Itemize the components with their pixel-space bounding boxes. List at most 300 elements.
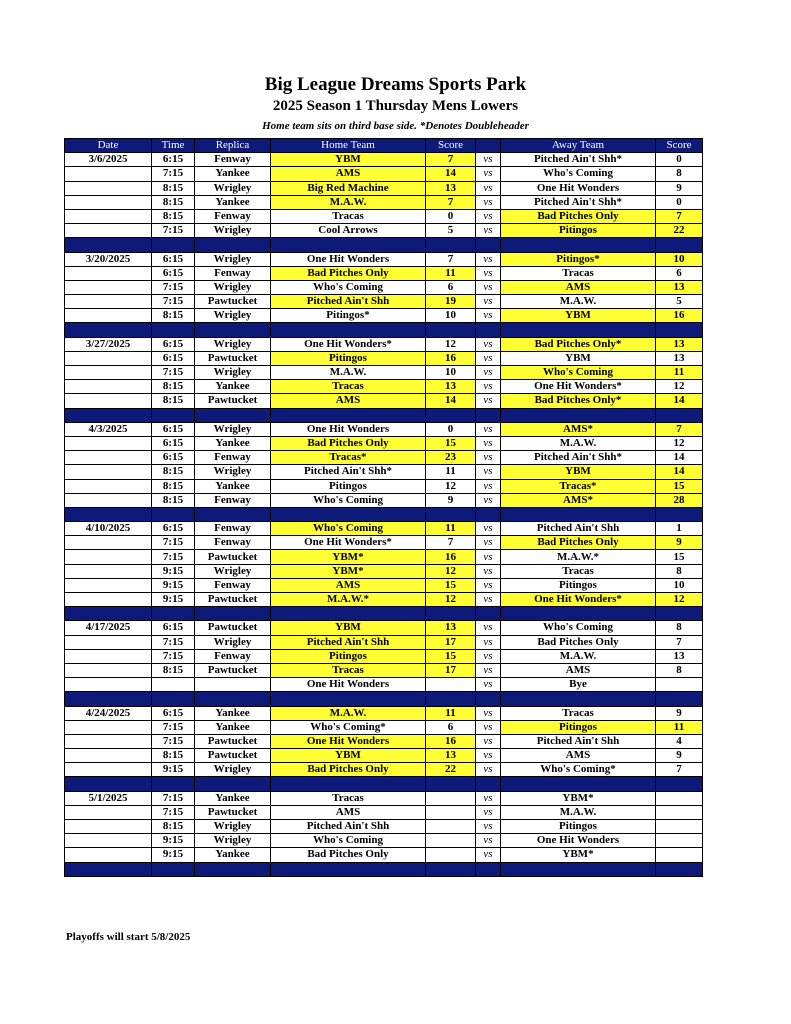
game-date: 4/3/2025: [65, 422, 152, 436]
game-time: 7:15: [152, 280, 195, 294]
away-score: 0: [656, 153, 703, 167]
separator-cell: [65, 607, 152, 621]
away-score: 5: [656, 295, 703, 309]
home-team: Tracas*: [271, 451, 426, 465]
away-team: Who's Coming: [501, 167, 656, 181]
vs-label: vs: [476, 791, 501, 805]
game-date-empty: [65, 209, 152, 223]
game-date-empty: [65, 550, 152, 564]
home-score: 13: [426, 749, 476, 763]
separator-cell: [476, 862, 501, 876]
separator-cell: [65, 507, 152, 521]
home-score: 11: [426, 465, 476, 479]
game-time: 9:15: [152, 834, 195, 848]
home-score: 13: [426, 380, 476, 394]
game-time: 8:15: [152, 493, 195, 507]
away-team: YBM: [501, 465, 656, 479]
game-date-empty: [65, 224, 152, 238]
game-date: 5/1/2025: [65, 791, 152, 805]
separator-cell: [152, 607, 195, 621]
home-team: Pitingos: [271, 351, 426, 365]
game-row: [65, 209, 703, 223]
home-score: 0: [426, 422, 476, 436]
home-team: Pitched Ain't Shh: [271, 295, 426, 309]
away-team: AMS: [501, 663, 656, 677]
separator-cell: [476, 323, 501, 337]
away-score: 8: [656, 663, 703, 677]
away-score: [656, 678, 703, 692]
away-team: One Hit Wonders: [501, 181, 656, 195]
game-field: Wrigley: [195, 224, 271, 238]
away-team: Bye: [501, 678, 656, 692]
game-row: [65, 550, 703, 564]
away-team: YBM*: [501, 791, 656, 805]
game-field: Fenway: [195, 153, 271, 167]
home-score: 6: [426, 720, 476, 734]
vs-label: vs: [476, 422, 501, 436]
game-time: 8:15: [152, 380, 195, 394]
separator-cell: [426, 862, 476, 876]
home-score: 10: [426, 309, 476, 323]
game-row: [65, 706, 703, 720]
separator-cell: [656, 862, 703, 876]
away-team: Pitched Ain't Shh: [501, 734, 656, 748]
separator-cell: [426, 238, 476, 252]
away-team: AMS*: [501, 422, 656, 436]
home-team: Who's Coming: [271, 280, 426, 294]
game-row: [65, 366, 703, 380]
vs-label: vs: [476, 209, 501, 223]
vs-label: vs: [476, 635, 501, 649]
home-score: 17: [426, 663, 476, 677]
game-date-empty: [65, 451, 152, 465]
vs-label: vs: [476, 451, 501, 465]
away-score: 11: [656, 366, 703, 380]
game-field: Fenway: [195, 266, 271, 280]
header-time: Time: [152, 139, 195, 153]
game-time: 7:15: [152, 649, 195, 663]
home-score: 5: [426, 224, 476, 238]
game-row: [65, 181, 703, 195]
game-date: 4/17/2025: [65, 621, 152, 635]
vs-label: vs: [476, 167, 501, 181]
away-team: Pitingos*: [501, 252, 656, 266]
game-time: 6:15: [152, 351, 195, 365]
game-row: [65, 749, 703, 763]
vs-label: vs: [476, 309, 501, 323]
away-team: Tracas: [501, 564, 656, 578]
away-score: 9: [656, 749, 703, 763]
game-row: [65, 720, 703, 734]
game-field: Wrigley: [195, 465, 271, 479]
separator-cell: [152, 323, 195, 337]
home-team: Pitingos: [271, 649, 426, 663]
home-team: Pitingos: [271, 479, 426, 493]
game-row: [65, 663, 703, 677]
away-score: 12: [656, 380, 703, 394]
game-time: 8:15: [152, 209, 195, 223]
vs-label: vs: [476, 550, 501, 564]
game-time: 9:15: [152, 848, 195, 862]
game-time: 7:15: [152, 536, 195, 550]
vs-label: vs: [476, 224, 501, 238]
vs-label: vs: [476, 436, 501, 450]
away-team: One Hit Wonders*: [501, 380, 656, 394]
vs-label: vs: [476, 820, 501, 834]
home-score: 11: [426, 266, 476, 280]
away-team: Bad Pitches Only*: [501, 394, 656, 408]
game-date-empty: [65, 834, 152, 848]
game-field: Pawtucket: [195, 734, 271, 748]
game-date-empty: [65, 195, 152, 209]
game-time: 8:15: [152, 663, 195, 677]
separator-cell: [501, 323, 656, 337]
vs-label: vs: [476, 734, 501, 748]
header-vs: [476, 139, 501, 153]
away-score: 9: [656, 706, 703, 720]
week-separator: [65, 507, 703, 521]
game-row: [65, 380, 703, 394]
vs-label: vs: [476, 663, 501, 677]
game-time: 8:15: [152, 394, 195, 408]
away-score: 12: [656, 436, 703, 450]
away-score: [656, 848, 703, 862]
separator-cell: [152, 408, 195, 422]
away-team: One Hit Wonders: [501, 834, 656, 848]
home-team: One Hit Wonders: [271, 422, 426, 436]
game-row: [65, 337, 703, 351]
game-date-empty: [65, 309, 152, 323]
separator-cell: [271, 408, 426, 422]
game-date-empty: [65, 181, 152, 195]
separator-cell: [271, 607, 426, 621]
week-separator: [65, 408, 703, 422]
separator-cell: [476, 507, 501, 521]
away-team: Who's Coming: [501, 366, 656, 380]
game-date-empty: [65, 663, 152, 677]
game-field: Yankee: [195, 706, 271, 720]
game-time: 7:15: [152, 720, 195, 734]
game-time: 6:15: [152, 252, 195, 266]
game-field: Yankee: [195, 848, 271, 862]
home-team: AMS: [271, 394, 426, 408]
vs-label: vs: [476, 351, 501, 365]
game-date-empty: [65, 295, 152, 309]
separator-cell: [426, 507, 476, 521]
home-score: 11: [426, 522, 476, 536]
page-title: Big League Dreams Sports Park: [264, 74, 527, 95]
away-score: 13: [656, 351, 703, 365]
separator-cell: [501, 607, 656, 621]
game-date-empty: [65, 635, 152, 649]
game-time: 8:15: [152, 820, 195, 834]
home-team: M.A.W.: [271, 706, 426, 720]
separator-cell: [195, 323, 271, 337]
home-score: [426, 848, 476, 862]
game-field: Wrigley: [195, 834, 271, 848]
home-team: YBM: [271, 749, 426, 763]
game-field: Yankee: [195, 195, 271, 209]
game-row: [65, 805, 703, 819]
home-team: Pitingos*: [271, 309, 426, 323]
home-score: 16: [426, 550, 476, 564]
game-row: [65, 593, 703, 607]
game-field: Fenway: [195, 209, 271, 223]
game-field: Pawtucket: [195, 593, 271, 607]
game-row: [65, 295, 703, 309]
game-time: 9:15: [152, 564, 195, 578]
game-row: [65, 564, 703, 578]
separator-cell: [195, 692, 271, 706]
separator-cell: [501, 238, 656, 252]
away-team: Tracas: [501, 706, 656, 720]
away-score: 14: [656, 465, 703, 479]
away-team: Pitingos: [501, 820, 656, 834]
vs-label: vs: [476, 465, 501, 479]
away-score: [656, 820, 703, 834]
vs-label: vs: [476, 805, 501, 819]
game-field: Pawtucket: [195, 351, 271, 365]
away-team: Bad Pitches Only: [501, 635, 656, 649]
game-row: [65, 436, 703, 450]
separator-cell: [152, 692, 195, 706]
home-team: Cool Arrows: [271, 224, 426, 238]
home-team: Pitched Ain't Shh: [271, 820, 426, 834]
header-home-score: Score: [426, 139, 476, 153]
away-team: M.A.W.: [501, 649, 656, 663]
separator-cell: [195, 507, 271, 521]
away-score: 9: [656, 536, 703, 550]
vs-label: vs: [476, 522, 501, 536]
home-score: [426, 678, 476, 692]
schedule-body: [65, 153, 703, 877]
game-row: [65, 451, 703, 465]
away-team: M.A.W.: [501, 436, 656, 450]
game-date-empty: [65, 564, 152, 578]
away-score: 11: [656, 720, 703, 734]
home-score: [426, 820, 476, 834]
home-team: YBM*: [271, 550, 426, 564]
separator-cell: [501, 777, 656, 791]
away-team: AMS: [501, 280, 656, 294]
away-team: Tracas*: [501, 479, 656, 493]
separator-cell: [656, 692, 703, 706]
away-score: 22: [656, 224, 703, 238]
game-time: 7:15: [152, 635, 195, 649]
separator-cell: [476, 777, 501, 791]
away-team: YBM: [501, 309, 656, 323]
vs-label: vs: [476, 252, 501, 266]
vs-label: vs: [476, 593, 501, 607]
home-team: Tracas: [271, 791, 426, 805]
game-time: 7:15: [152, 167, 195, 181]
home-score: 0: [426, 209, 476, 223]
vs-label: vs: [476, 649, 501, 663]
vs-label: vs: [476, 366, 501, 380]
home-team: Who's Coming: [271, 493, 426, 507]
home-team: Who's Coming: [271, 834, 426, 848]
away-score: 7: [656, 635, 703, 649]
home-score: 15: [426, 578, 476, 592]
home-team: Who's Coming*: [271, 720, 426, 734]
away-team: M.A.W.: [501, 805, 656, 819]
away-score: 8: [656, 564, 703, 578]
away-score: 12: [656, 593, 703, 607]
separator-cell: [65, 238, 152, 252]
game-field: Fenway: [195, 649, 271, 663]
home-score: 7: [426, 252, 476, 266]
game-row: [65, 635, 703, 649]
home-team: Who's Coming: [271, 522, 426, 536]
home-score: 22: [426, 763, 476, 777]
footer-note: Playoffs will start 5/8/2025: [66, 931, 191, 943]
game-time: 8:15: [152, 479, 195, 493]
home-score: 15: [426, 649, 476, 663]
game-date-empty: [65, 366, 152, 380]
away-score: [656, 805, 703, 819]
game-row: [65, 266, 703, 280]
separator-cell: [195, 408, 271, 422]
game-field: Yankee: [195, 791, 271, 805]
home-team: Pitched Ain't Shh: [271, 635, 426, 649]
home-score: 9: [426, 493, 476, 507]
vs-label: vs: [476, 380, 501, 394]
home-score: 13: [426, 621, 476, 635]
away-score: 8: [656, 167, 703, 181]
game-time: 6:15: [152, 706, 195, 720]
game-field: Pawtucket: [195, 621, 271, 635]
game-date-empty: [65, 578, 152, 592]
away-team: Pitched Ain't Shh*: [501, 451, 656, 465]
game-time: 6:15: [152, 436, 195, 450]
separator-cell: [195, 862, 271, 876]
game-field: Wrigley: [195, 280, 271, 294]
separator-cell: [271, 777, 426, 791]
page-subtitle: 2025 Season 1 Thursday Mens Lowers: [272, 98, 519, 114]
header-replica: Replica: [195, 139, 271, 153]
vs-label: vs: [476, 621, 501, 635]
separator-cell: [501, 408, 656, 422]
game-field: Yankee: [195, 380, 271, 394]
home-score: 15: [426, 436, 476, 450]
away-score: 15: [656, 479, 703, 493]
game-row: [65, 834, 703, 848]
game-date-empty: [65, 649, 152, 663]
home-team: Tracas: [271, 209, 426, 223]
home-team: One Hit Wonders*: [271, 337, 426, 351]
game-date-empty: [65, 380, 152, 394]
game-field: Fenway: [195, 451, 271, 465]
away-team: Bad Pitches Only: [501, 209, 656, 223]
game-row: [65, 153, 703, 167]
home-score: 16: [426, 351, 476, 365]
vs-label: vs: [476, 763, 501, 777]
separator-cell: [65, 777, 152, 791]
separator-cell: [476, 607, 501, 621]
home-team: M.A.W.: [271, 195, 426, 209]
separator-cell: [271, 862, 426, 876]
home-score: 10: [426, 366, 476, 380]
game-row: [65, 252, 703, 266]
game-date-empty: [65, 678, 152, 692]
game-row: [65, 422, 703, 436]
separator-cell: [656, 607, 703, 621]
home-score: 12: [426, 337, 476, 351]
away-score: 28: [656, 493, 703, 507]
game-date-empty: [65, 536, 152, 550]
separator-cell: [195, 607, 271, 621]
game-date-empty: [65, 848, 152, 862]
game-row: [65, 820, 703, 834]
game-field: Pawtucket: [195, 663, 271, 677]
game-field: Wrigley: [195, 564, 271, 578]
game-row: [65, 522, 703, 536]
game-row: [65, 167, 703, 181]
separator-cell: [271, 238, 426, 252]
game-date-empty: [65, 763, 152, 777]
game-date-empty: [65, 805, 152, 819]
away-team: Pitched Ain't Shh: [501, 522, 656, 536]
separator-cell: [501, 692, 656, 706]
game-field: Pawtucket: [195, 805, 271, 819]
away-score: 10: [656, 578, 703, 592]
game-date-empty: [65, 493, 152, 507]
away-score: 15: [656, 550, 703, 564]
home-score: 17: [426, 635, 476, 649]
week-separator: [65, 692, 703, 706]
separator-cell: [152, 777, 195, 791]
game-date-empty: [65, 749, 152, 763]
away-score: 13: [656, 649, 703, 663]
game-time: [152, 678, 195, 692]
away-team: Pitched Ain't Shh*: [501, 153, 656, 167]
home-team: M.A.W.: [271, 366, 426, 380]
separator-cell: [426, 777, 476, 791]
away-team: M.A.W.: [501, 295, 656, 309]
game-row: [65, 309, 703, 323]
game-time: 7:15: [152, 366, 195, 380]
away-score: 9: [656, 181, 703, 195]
home-team: Tracas: [271, 380, 426, 394]
game-field: [195, 678, 271, 692]
vs-label: vs: [476, 493, 501, 507]
separator-cell: [656, 323, 703, 337]
game-field: Yankee: [195, 436, 271, 450]
week-separator: [65, 777, 703, 791]
home-team: Big Red Machine: [271, 181, 426, 195]
game-time: 6:15: [152, 522, 195, 536]
game-row: [65, 763, 703, 777]
home-score: 23: [426, 451, 476, 465]
game-date: 3/20/2025: [65, 252, 152, 266]
separator-cell: [195, 238, 271, 252]
home-score: 12: [426, 593, 476, 607]
game-time: 7:15: [152, 224, 195, 238]
away-score: 0: [656, 195, 703, 209]
game-row: [65, 621, 703, 635]
home-team: YBM: [271, 621, 426, 635]
game-time: 9:15: [152, 763, 195, 777]
away-score: [656, 834, 703, 848]
away-score: 14: [656, 451, 703, 465]
week-separator: [65, 607, 703, 621]
home-score: [426, 805, 476, 819]
separator-cell: [656, 408, 703, 422]
vs-label: vs: [476, 337, 501, 351]
vs-label: vs: [476, 195, 501, 209]
week-separator: [65, 238, 703, 252]
away-team: Pitingos: [501, 578, 656, 592]
